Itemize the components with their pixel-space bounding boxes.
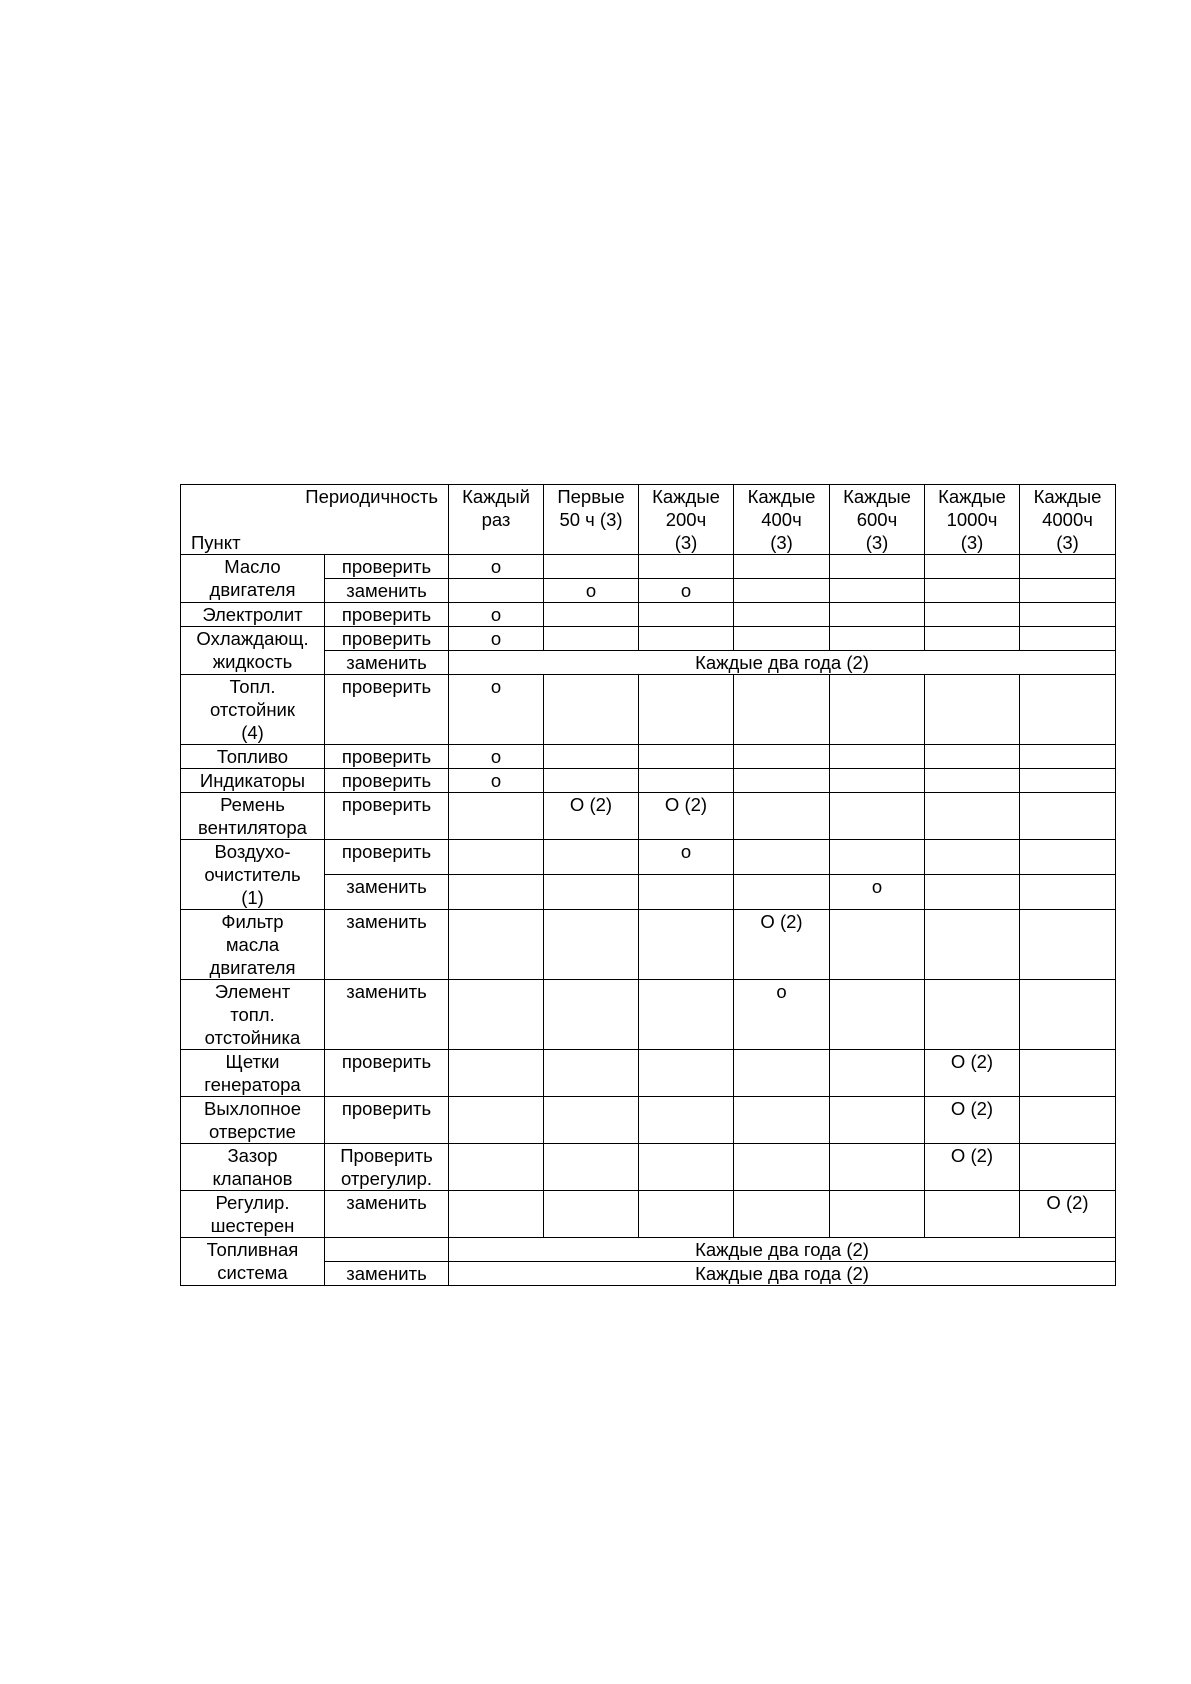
mark-cell: o bbox=[639, 840, 734, 875]
col-header-400h: Каждые 400ч (3) bbox=[734, 485, 830, 555]
action-cell: заменить bbox=[325, 1262, 449, 1286]
action-cell: проверить bbox=[325, 1097, 449, 1144]
table-row bbox=[181, 1144, 1116, 1191]
mark-cell: O (2) bbox=[544, 793, 639, 840]
mark-cell: o bbox=[639, 579, 734, 603]
item-cell: Электролит bbox=[181, 603, 325, 627]
table-row bbox=[181, 1097, 1116, 1144]
col-header-200h: Каждые 200ч (3) bbox=[639, 485, 734, 555]
span-cell: Каждые два года (2) bbox=[449, 1238, 1116, 1262]
action-cell: проверить bbox=[325, 603, 449, 627]
mark-cell: O (2) bbox=[925, 1097, 1020, 1144]
mark-cell: o bbox=[449, 603, 544, 627]
col-header-first-50h: Первые 50 ч (3) bbox=[544, 485, 639, 555]
item-cell: Индикаторы bbox=[181, 769, 325, 793]
table-row bbox=[181, 675, 1116, 745]
action-cell: проверить bbox=[325, 675, 449, 745]
table-row bbox=[181, 555, 1116, 579]
action-cell: заменить bbox=[325, 651, 449, 675]
header-corner-cell bbox=[181, 485, 449, 555]
action-cell: проверить bbox=[325, 745, 449, 769]
table-row bbox=[181, 745, 1116, 769]
maintenance-schedule-table bbox=[180, 484, 1116, 1286]
table-row bbox=[181, 1191, 1116, 1238]
mark-cell: O (2) bbox=[925, 1144, 1020, 1191]
periodicity-label: Периодичность bbox=[305, 486, 438, 507]
table-row bbox=[181, 627, 1116, 651]
item-cell: Топливная система bbox=[181, 1238, 325, 1286]
table-row bbox=[181, 840, 1116, 875]
item-cell: Воздухо- очиститель (1) bbox=[181, 840, 325, 910]
table-row bbox=[181, 1050, 1116, 1097]
table-row bbox=[181, 769, 1116, 793]
action-cell: проверить bbox=[325, 627, 449, 651]
mark-cell: o bbox=[449, 745, 544, 769]
action-cell: Проверить отрегулир. bbox=[325, 1144, 449, 1191]
col-header-each-time: Каждый раз bbox=[449, 485, 544, 555]
item-cell: Топливо bbox=[181, 745, 325, 769]
item-cell: Регулир. шестерен bbox=[181, 1191, 325, 1238]
action-cell: заменить bbox=[325, 1191, 449, 1238]
mark-cell: o bbox=[544, 579, 639, 603]
col-header-600h: Каждые 600ч (3) bbox=[830, 485, 925, 555]
mark-cell: O (2) bbox=[925, 1050, 1020, 1097]
header-row bbox=[181, 485, 1116, 555]
item-cell: Зазор клапанов bbox=[181, 1144, 325, 1191]
action-cell bbox=[325, 1238, 449, 1262]
mark-cell: o bbox=[449, 555, 544, 579]
mark-cell: O (2) bbox=[639, 793, 734, 840]
action-cell: заменить bbox=[325, 910, 449, 980]
span-cell: Каждые два года (2) bbox=[449, 1262, 1116, 1286]
col-header-1000h: Каждые 1000ч (3) bbox=[925, 485, 1020, 555]
table-row bbox=[181, 1238, 1116, 1262]
mark-cell: o bbox=[449, 627, 544, 651]
item-cell: Элемент топл. отстойника bbox=[181, 980, 325, 1050]
action-cell: проверить bbox=[325, 840, 449, 875]
item-label: Пункт bbox=[191, 532, 241, 553]
item-cell: Топл. отстойник (4) bbox=[181, 675, 325, 745]
table-row bbox=[181, 793, 1116, 840]
action-cell: заменить bbox=[325, 875, 449, 910]
item-cell: Щетки генератора bbox=[181, 1050, 325, 1097]
item-cell: Выхлопное отверстие bbox=[181, 1097, 325, 1144]
action-cell: проверить bbox=[325, 1050, 449, 1097]
span-cell: Каждые два года (2) bbox=[449, 651, 1116, 675]
mark-cell: o bbox=[449, 769, 544, 793]
item-cell: Фильтр масла двигателя bbox=[181, 910, 325, 980]
mark-cell: o bbox=[734, 980, 830, 1050]
item-cell: Масло двигателя bbox=[181, 555, 325, 603]
table-row bbox=[181, 910, 1116, 980]
item-cell: Охлаждающ. жидкость bbox=[181, 627, 325, 675]
mark-cell: o bbox=[449, 675, 544, 745]
mark-cell: o bbox=[830, 875, 925, 910]
table-row bbox=[181, 980, 1116, 1050]
col-header-4000h: Каждые 4000ч (3) bbox=[1020, 485, 1116, 555]
action-cell: заменить bbox=[325, 579, 449, 603]
mark-cell: O (2) bbox=[1020, 1191, 1116, 1238]
action-cell: проверить bbox=[325, 769, 449, 793]
mark-cell: O (2) bbox=[734, 910, 830, 980]
table-row bbox=[181, 603, 1116, 627]
action-cell: заменить bbox=[325, 980, 449, 1050]
item-cell: Ремень вентилятора bbox=[181, 793, 325, 840]
action-cell: проверить bbox=[325, 555, 449, 579]
action-cell: проверить bbox=[325, 793, 449, 840]
